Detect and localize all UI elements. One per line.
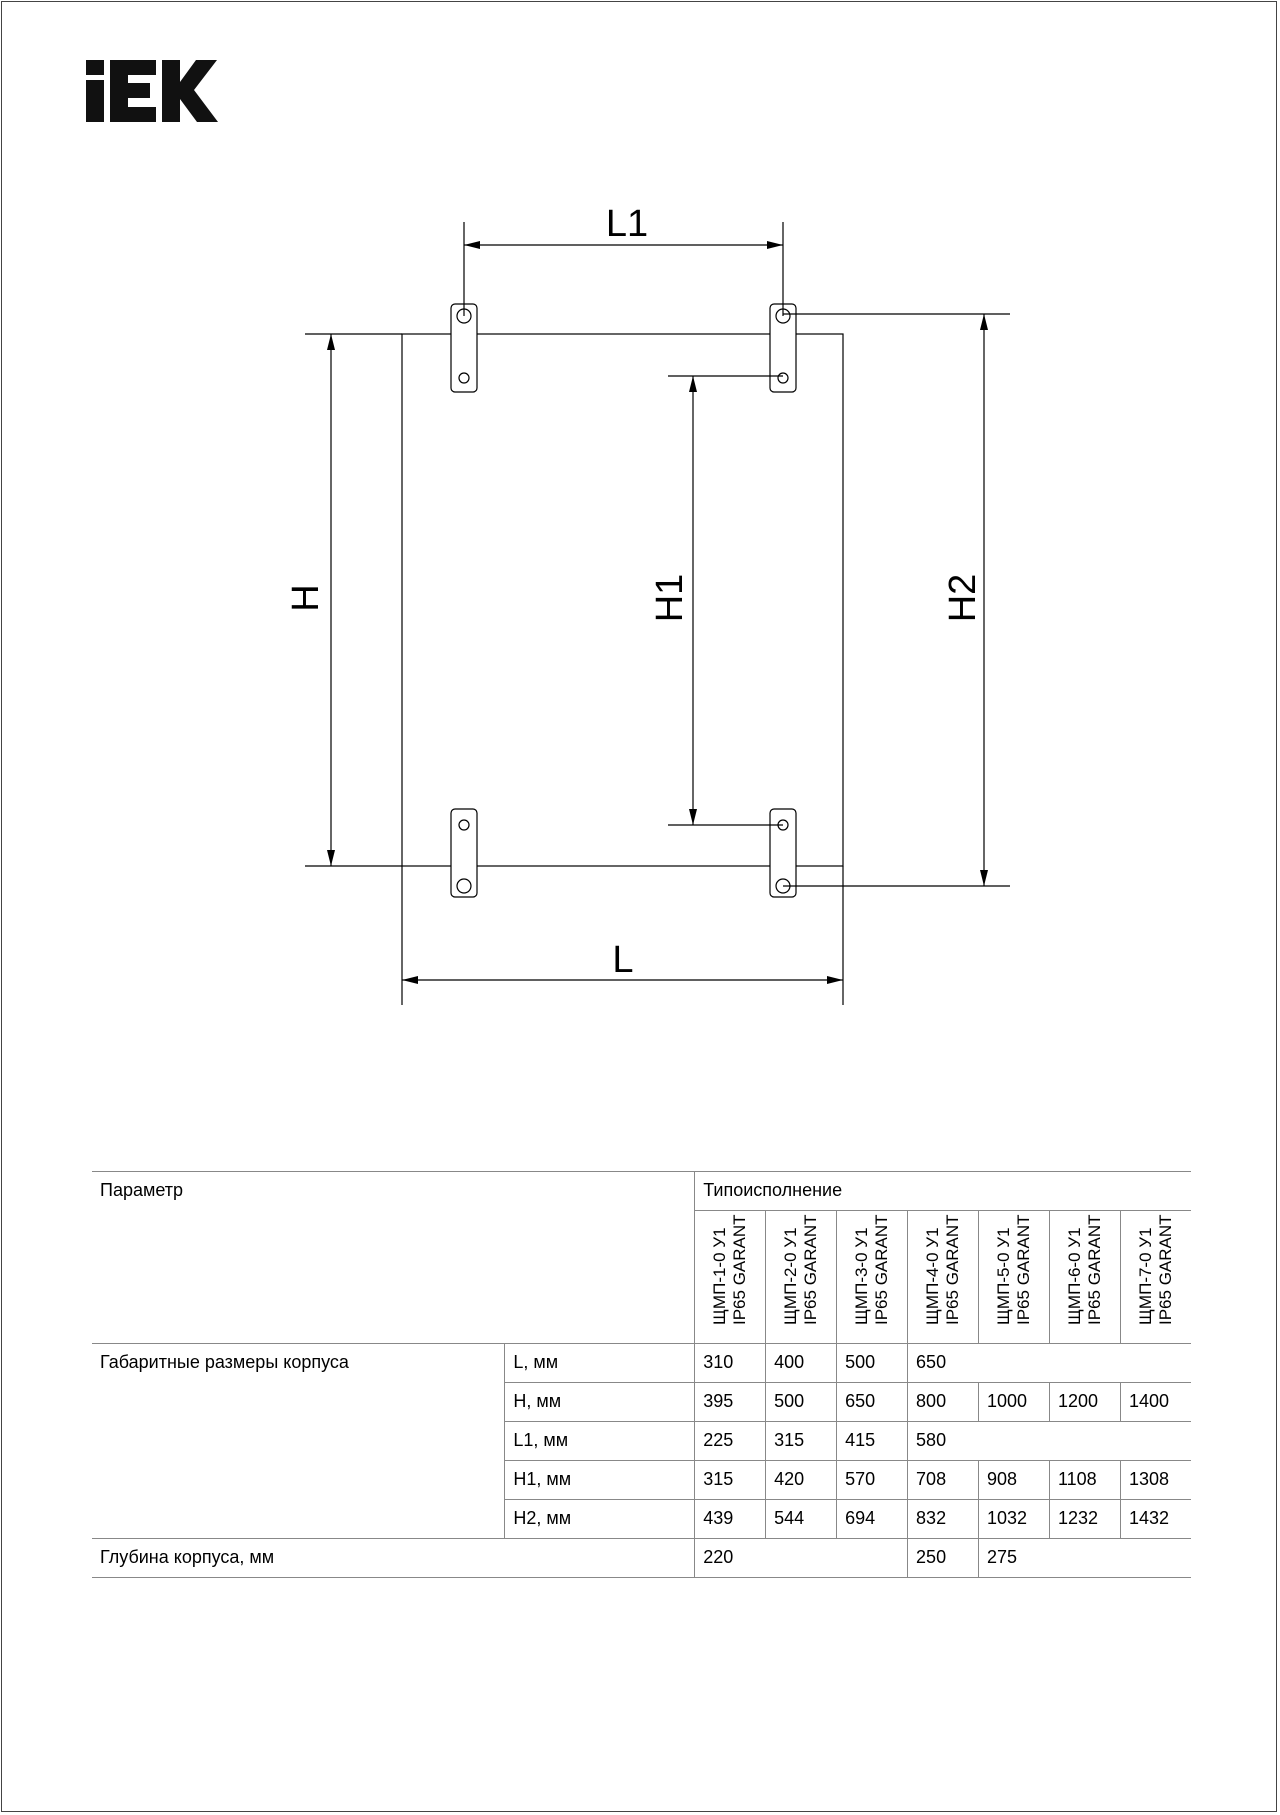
value-cell: 315 <box>695 1461 766 1500</box>
table-row <box>92 1539 1191 1578</box>
model-header: ЩМП-7-0 У1 IP65 GARANT <box>1120 1211 1191 1344</box>
value-cell: 544 <box>766 1500 837 1539</box>
model-header: ЩМП-4-0 У1 IP65 GARANT <box>908 1211 979 1344</box>
value-cell: 1232 <box>1049 1500 1120 1539</box>
value-cell: 1032 <box>979 1500 1050 1539</box>
value-cell: 570 <box>837 1461 908 1500</box>
value-cell: 650 <box>908 1344 1191 1383</box>
model-header: ЩМП-1-0 У1 IP65 GARANT <box>695 1211 766 1344</box>
value-cell: 220 <box>695 1539 908 1578</box>
model-header: ЩМП-6-0 У1 IP65 GARANT <box>1049 1211 1120 1344</box>
value-cell: 400 <box>766 1344 837 1383</box>
value-cell: 650 <box>837 1383 908 1422</box>
value-cell: 500 <box>837 1344 908 1383</box>
parameters-table <box>92 1171 1191 1578</box>
label-h: H <box>285 584 327 612</box>
label-l1: L1 <box>605 203 649 245</box>
header-row-1 <box>92 1172 1191 1211</box>
value-cell: 580 <box>908 1422 1191 1461</box>
group-label: Габаритные размеры корпуса <box>92 1344 505 1539</box>
header-param: Параметр <box>92 1172 695 1344</box>
value-cell: 250 <box>908 1539 979 1578</box>
model-header: ЩМП-3-0 У1 IP65 GARANT <box>837 1211 908 1344</box>
depth-label: Глубина корпуса, мм <box>92 1539 695 1578</box>
unit-cell: H2, мм <box>505 1500 695 1539</box>
model-header: ЩМП-5-0 У1 IP65 GARANT <box>979 1211 1050 1344</box>
bracket-top-left <box>451 304 477 392</box>
label-h2: H2 <box>942 573 984 623</box>
value-cell: 1000 <box>979 1383 1050 1422</box>
value-cell: 420 <box>766 1461 837 1500</box>
value-cell: 800 <box>908 1383 979 1422</box>
unit-cell: H, мм <box>505 1383 695 1422</box>
bracket-bottom-left <box>451 809 477 897</box>
value-cell: 395 <box>695 1383 766 1422</box>
value-cell: 1308 <box>1120 1461 1191 1500</box>
value-cell: 832 <box>908 1500 979 1539</box>
value-cell: 225 <box>695 1422 766 1461</box>
value-cell: 708 <box>908 1461 979 1500</box>
unit-cell: L, мм <box>505 1344 695 1383</box>
value-cell: 694 <box>837 1500 908 1539</box>
label-l: L <box>612 939 634 981</box>
table-row <box>92 1344 1191 1383</box>
value-cell: 500 <box>766 1383 837 1422</box>
enclosure-outline <box>402 334 843 866</box>
header-type: Типоисполнение <box>695 1172 1191 1211</box>
unit-cell: L1, мм <box>505 1422 695 1461</box>
value-cell: 275 <box>979 1539 1192 1578</box>
value-cell: 415 <box>837 1422 908 1461</box>
value-cell: 1200 <box>1049 1383 1120 1422</box>
bracket-top-right <box>770 304 796 392</box>
value-cell: 439 <box>695 1500 766 1539</box>
unit-cell: H1, мм <box>505 1461 695 1500</box>
value-cell: 315 <box>766 1422 837 1461</box>
label-h1: H1 <box>649 573 691 623</box>
model-header: ЩМП-2-0 У1 IP65 GARANT <box>766 1211 837 1344</box>
value-cell: 1108 <box>1049 1461 1120 1500</box>
value-cell: 1400 <box>1120 1383 1191 1422</box>
bracket-bottom-right <box>770 809 796 897</box>
value-cell: 310 <box>695 1344 766 1383</box>
value-cell: 908 <box>979 1461 1050 1500</box>
value-cell: 1432 <box>1120 1500 1191 1539</box>
